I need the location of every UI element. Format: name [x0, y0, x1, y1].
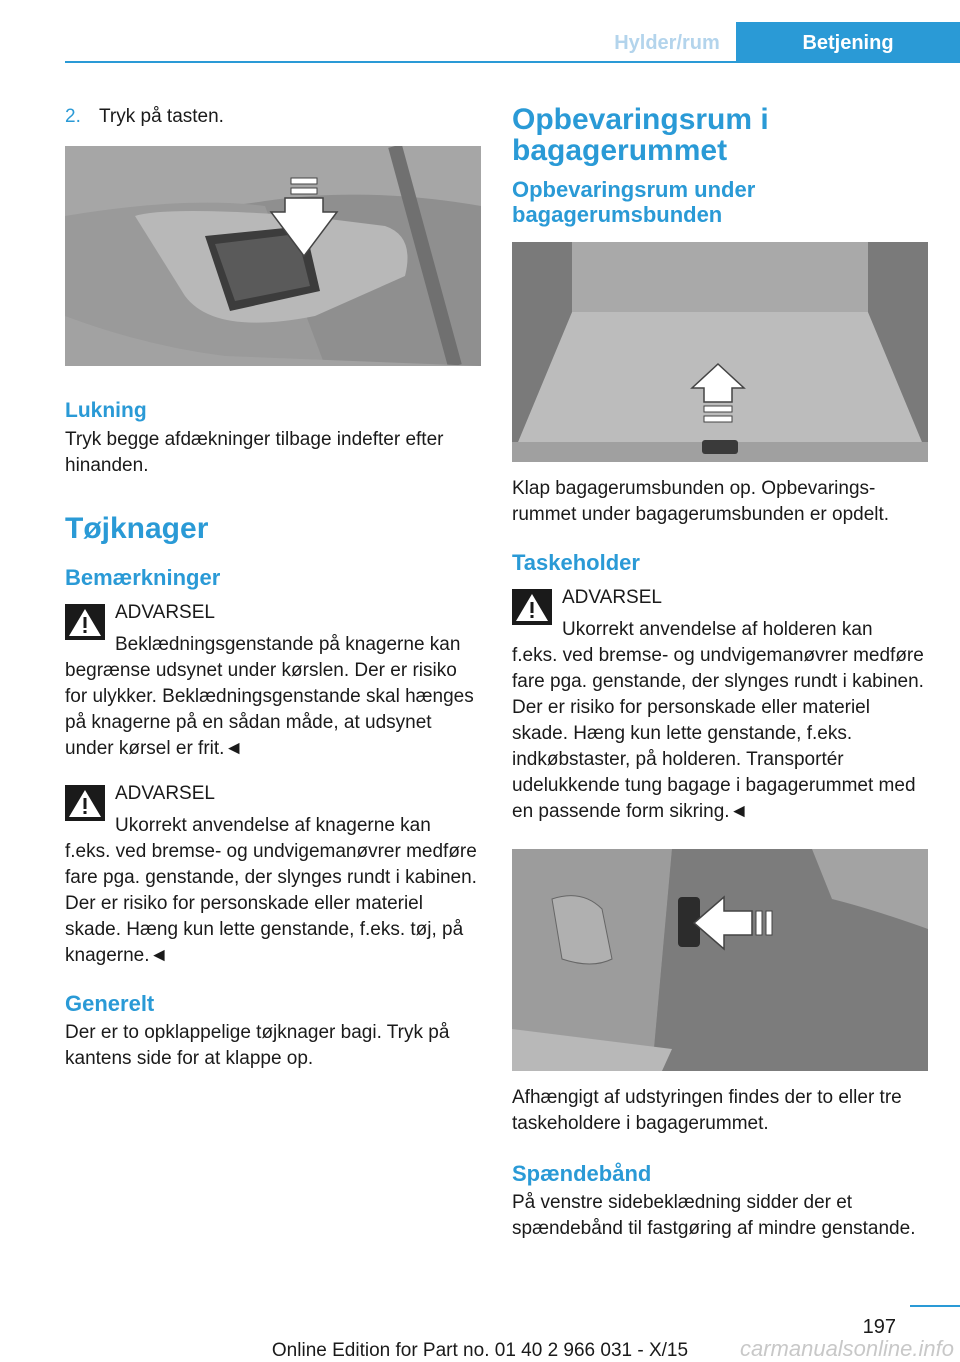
figure-cargo-floor: [512, 242, 928, 462]
subsection-heading: Opbevaringsrum under bagagerumsbunden: [512, 177, 756, 227]
right-column: [512, 90, 928, 1242]
header-tab-section: Hylder/rum: [614, 32, 720, 54]
header-tab-chapter: Betjening: [736, 22, 960, 62]
general-text: Der er to opklappelige tøjknager bagi. Tryk på kantens side for at klappe op.: [65, 1022, 450, 1069]
warning-first-line: Ukorrekt anvendelse af knagerne kan: [115, 815, 431, 836]
section-title-storage: Opbevaringsrum i bagagerummet: [512, 103, 769, 167]
warning-block-2: [65, 781, 481, 969]
lukning-heading: Lukning: [65, 399, 147, 422]
figure-rear-seat-button: [65, 146, 481, 366]
figure-bag-holder: [512, 849, 928, 1071]
warning-label: ADVARSEL: [562, 587, 662, 608]
warning-text: begrænse udsynet under kørslen. Der er risiko for ulykker. Beklædningsgenstande skal hænges på knagerne på en sådan måde, at udsynet under kørsel er frit.◄: [65, 660, 474, 759]
general-heading: Generelt: [65, 991, 155, 1016]
page-number: 197: [862, 1316, 896, 1338]
warning-first-line: Beklædningsgenstande på knagerne kan: [115, 634, 461, 655]
strap-heading: Spændebånd: [512, 1161, 652, 1186]
subsection-text: Klap bagagerumsbunden op. Opbevaringsrummet under bagagerumsbunden er opdelt.: [512, 478, 890, 525]
bag-holder-heading: Taskeholder: [512, 550, 640, 575]
lukning-text: Tryk begge afdækninger tilbage indefter efter hinanden.: [65, 429, 444, 476]
edition-note: Online Edition for Part no. 01 40 2 966 031 - X/15: [271, 1340, 689, 1361]
section-title-hooks: Tøjknager: [65, 512, 209, 545]
warning-first-line: Ukorrekt anvendelse af holderen kan: [562, 619, 873, 640]
step-number: 2.: [65, 106, 81, 127]
warning-label: ADVARSEL: [115, 783, 215, 804]
strap-text: På venstre sidebeklædning sidder der et spændebånd til fastgøring af mindre genstande.: [512, 1192, 916, 1239]
warning-icon: [512, 589, 552, 625]
warning-block-1: [65, 600, 481, 762]
warning-icon: [65, 785, 105, 821]
warning-text: f.eks. ved bremse- og undvigemanøvrer medføre fare pga. genstande, der slynges rundt i kabinen. Der er risiko for personskade eller materiel skade. Hæng kun lette genstande, f.eks. indkøbstaster, på holderen. Transportér udelukkende tung bagage i bagagerummet med en passende form sikring.◄: [512, 645, 924, 822]
watermark: carmanualsonline.info: [739, 1336, 954, 1361]
warning-block-3: [512, 585, 928, 825]
warning-text: f.eks. ved bremse- og undvigemanøvrer medføre fare pga. genstande, der slynges rundt i kabinen. Der er risiko for personskade eller materiel skade. Hæng kun lette genstande, f.eks. tøj, på knagerne.◄: [65, 841, 477, 966]
step-2: [65, 104, 481, 130]
warning-icon: [65, 604, 105, 640]
notes-heading: Bemærkninger: [65, 565, 221, 590]
step-text: Tryk på tasten.: [99, 106, 224, 127]
warning-label: ADVARSEL: [115, 602, 215, 623]
header-rule: [65, 61, 960, 63]
bag-holder-text: Afhængigt af udstyringen findes der to eller tre taskeholdere i bagagerummet.: [512, 1087, 902, 1134]
left-column: [65, 90, 481, 1072]
footer-rule: [910, 1305, 960, 1307]
